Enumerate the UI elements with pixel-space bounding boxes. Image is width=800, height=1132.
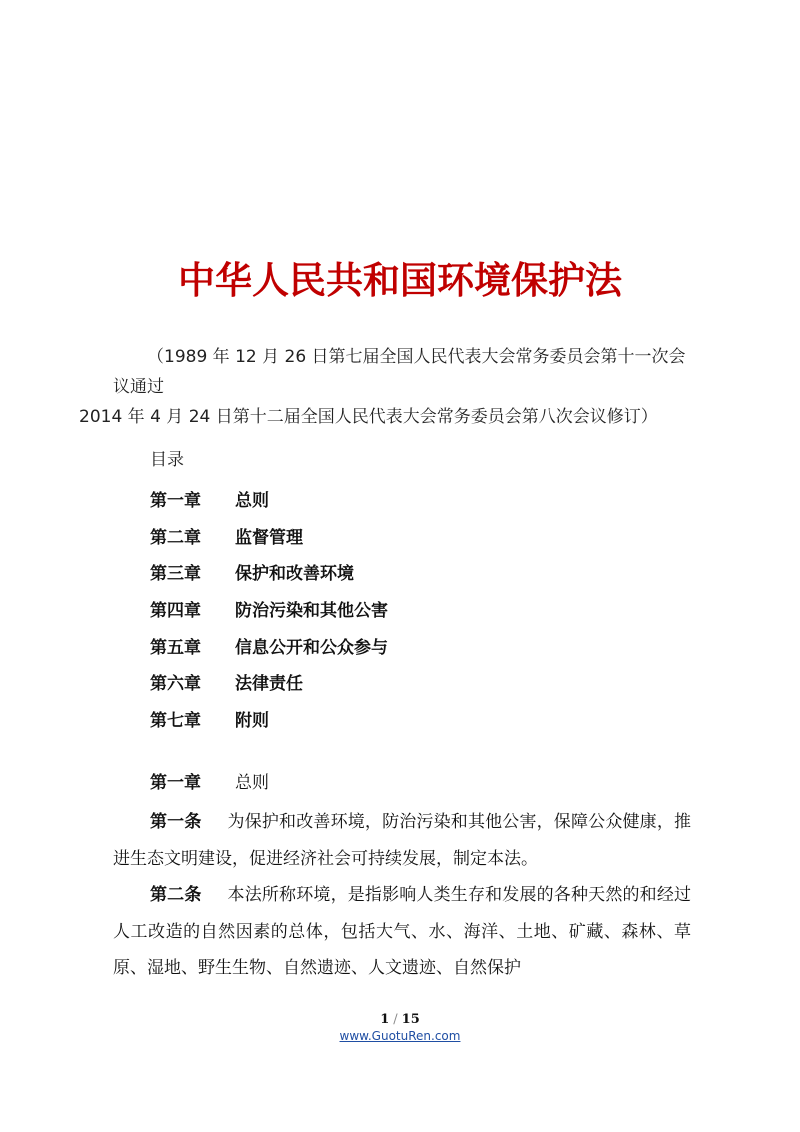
toc-item[interactable] bbox=[150, 663, 388, 700]
page-current: 1 bbox=[380, 1012, 390, 1027]
toc-heading: 目录 bbox=[150, 450, 184, 470]
toc-chapter-label: 监督管理 bbox=[235, 527, 303, 548]
website-link[interactable]: www.GuotuRen.com bbox=[339, 1029, 461, 1043]
chapter-num: 第一章 bbox=[150, 773, 201, 793]
toc-chapter-label: 附则 bbox=[235, 710, 269, 731]
toc-chapter-num: 第三章 bbox=[150, 564, 201, 585]
toc-chapter-num: 第二章 bbox=[150, 527, 201, 548]
article-text: 为保护和改善环境，防治污染和其他公害，保障公众健康，推进生态文明建设，促进经济社会可持续发展，制定本法。 bbox=[113, 812, 692, 869]
toc-item[interactable] bbox=[150, 700, 388, 737]
article-text: 本法所称环境，是指影响人类生存和发展的各种天然的和经过人工改造的自然因素的总体，包括大气、水、海洋、土地、矿藏、森林、草原、湿地、野生生物、自然遗迹、人文遗迹、自然保护 bbox=[113, 885, 692, 979]
article-1 bbox=[113, 804, 691, 877]
toc-item[interactable] bbox=[150, 553, 388, 590]
toc-item[interactable] bbox=[150, 517, 388, 554]
chapter-heading bbox=[150, 768, 269, 793]
toc-chapter-num: 第七章 bbox=[150, 710, 201, 731]
article-num: 第一条 bbox=[150, 812, 202, 832]
toc-item[interactable] bbox=[150, 480, 388, 517]
toc-chapter-label: 法律责任 bbox=[235, 674, 303, 695]
document-title: 中华人民共和国环境保护法 bbox=[178, 259, 622, 302]
subtitle-adoption bbox=[79, 342, 693, 432]
article-num: 第二条 bbox=[150, 885, 202, 905]
page-total: 15 bbox=[401, 1012, 420, 1027]
toc-chapter-label: 信息公开和公众参与 bbox=[235, 637, 388, 658]
toc-item[interactable] bbox=[150, 627, 388, 664]
page-footer bbox=[0, 1012, 800, 1043]
toc-chapter-label: 总则 bbox=[235, 490, 269, 511]
table-of-contents bbox=[150, 480, 388, 737]
article-2 bbox=[113, 877, 691, 987]
toc-chapter-num: 第六章 bbox=[150, 674, 201, 695]
toc-chapter-num: 第四章 bbox=[150, 600, 201, 621]
page-number bbox=[0, 1012, 800, 1027]
subtitle-line-1: （1989 年 12 月 26 日第七届全国人民代表大会常务委员会第十一次会议通过 bbox=[113, 347, 686, 397]
chapter-label: 总则 bbox=[235, 773, 269, 793]
subtitle-line-2: 2014 年 4 月 24 日第十二届全国人民代表大会常务委员会第八次会议修订） bbox=[79, 407, 658, 427]
toc-chapter-label: 保护和改善环境 bbox=[235, 564, 354, 585]
page-separator: / bbox=[393, 1012, 398, 1027]
toc-chapter-label: 防治污染和其他公害 bbox=[235, 600, 388, 621]
toc-chapter-num: 第五章 bbox=[150, 637, 201, 658]
toc-item[interactable] bbox=[150, 590, 388, 627]
toc-chapter-num: 第一章 bbox=[150, 490, 201, 511]
